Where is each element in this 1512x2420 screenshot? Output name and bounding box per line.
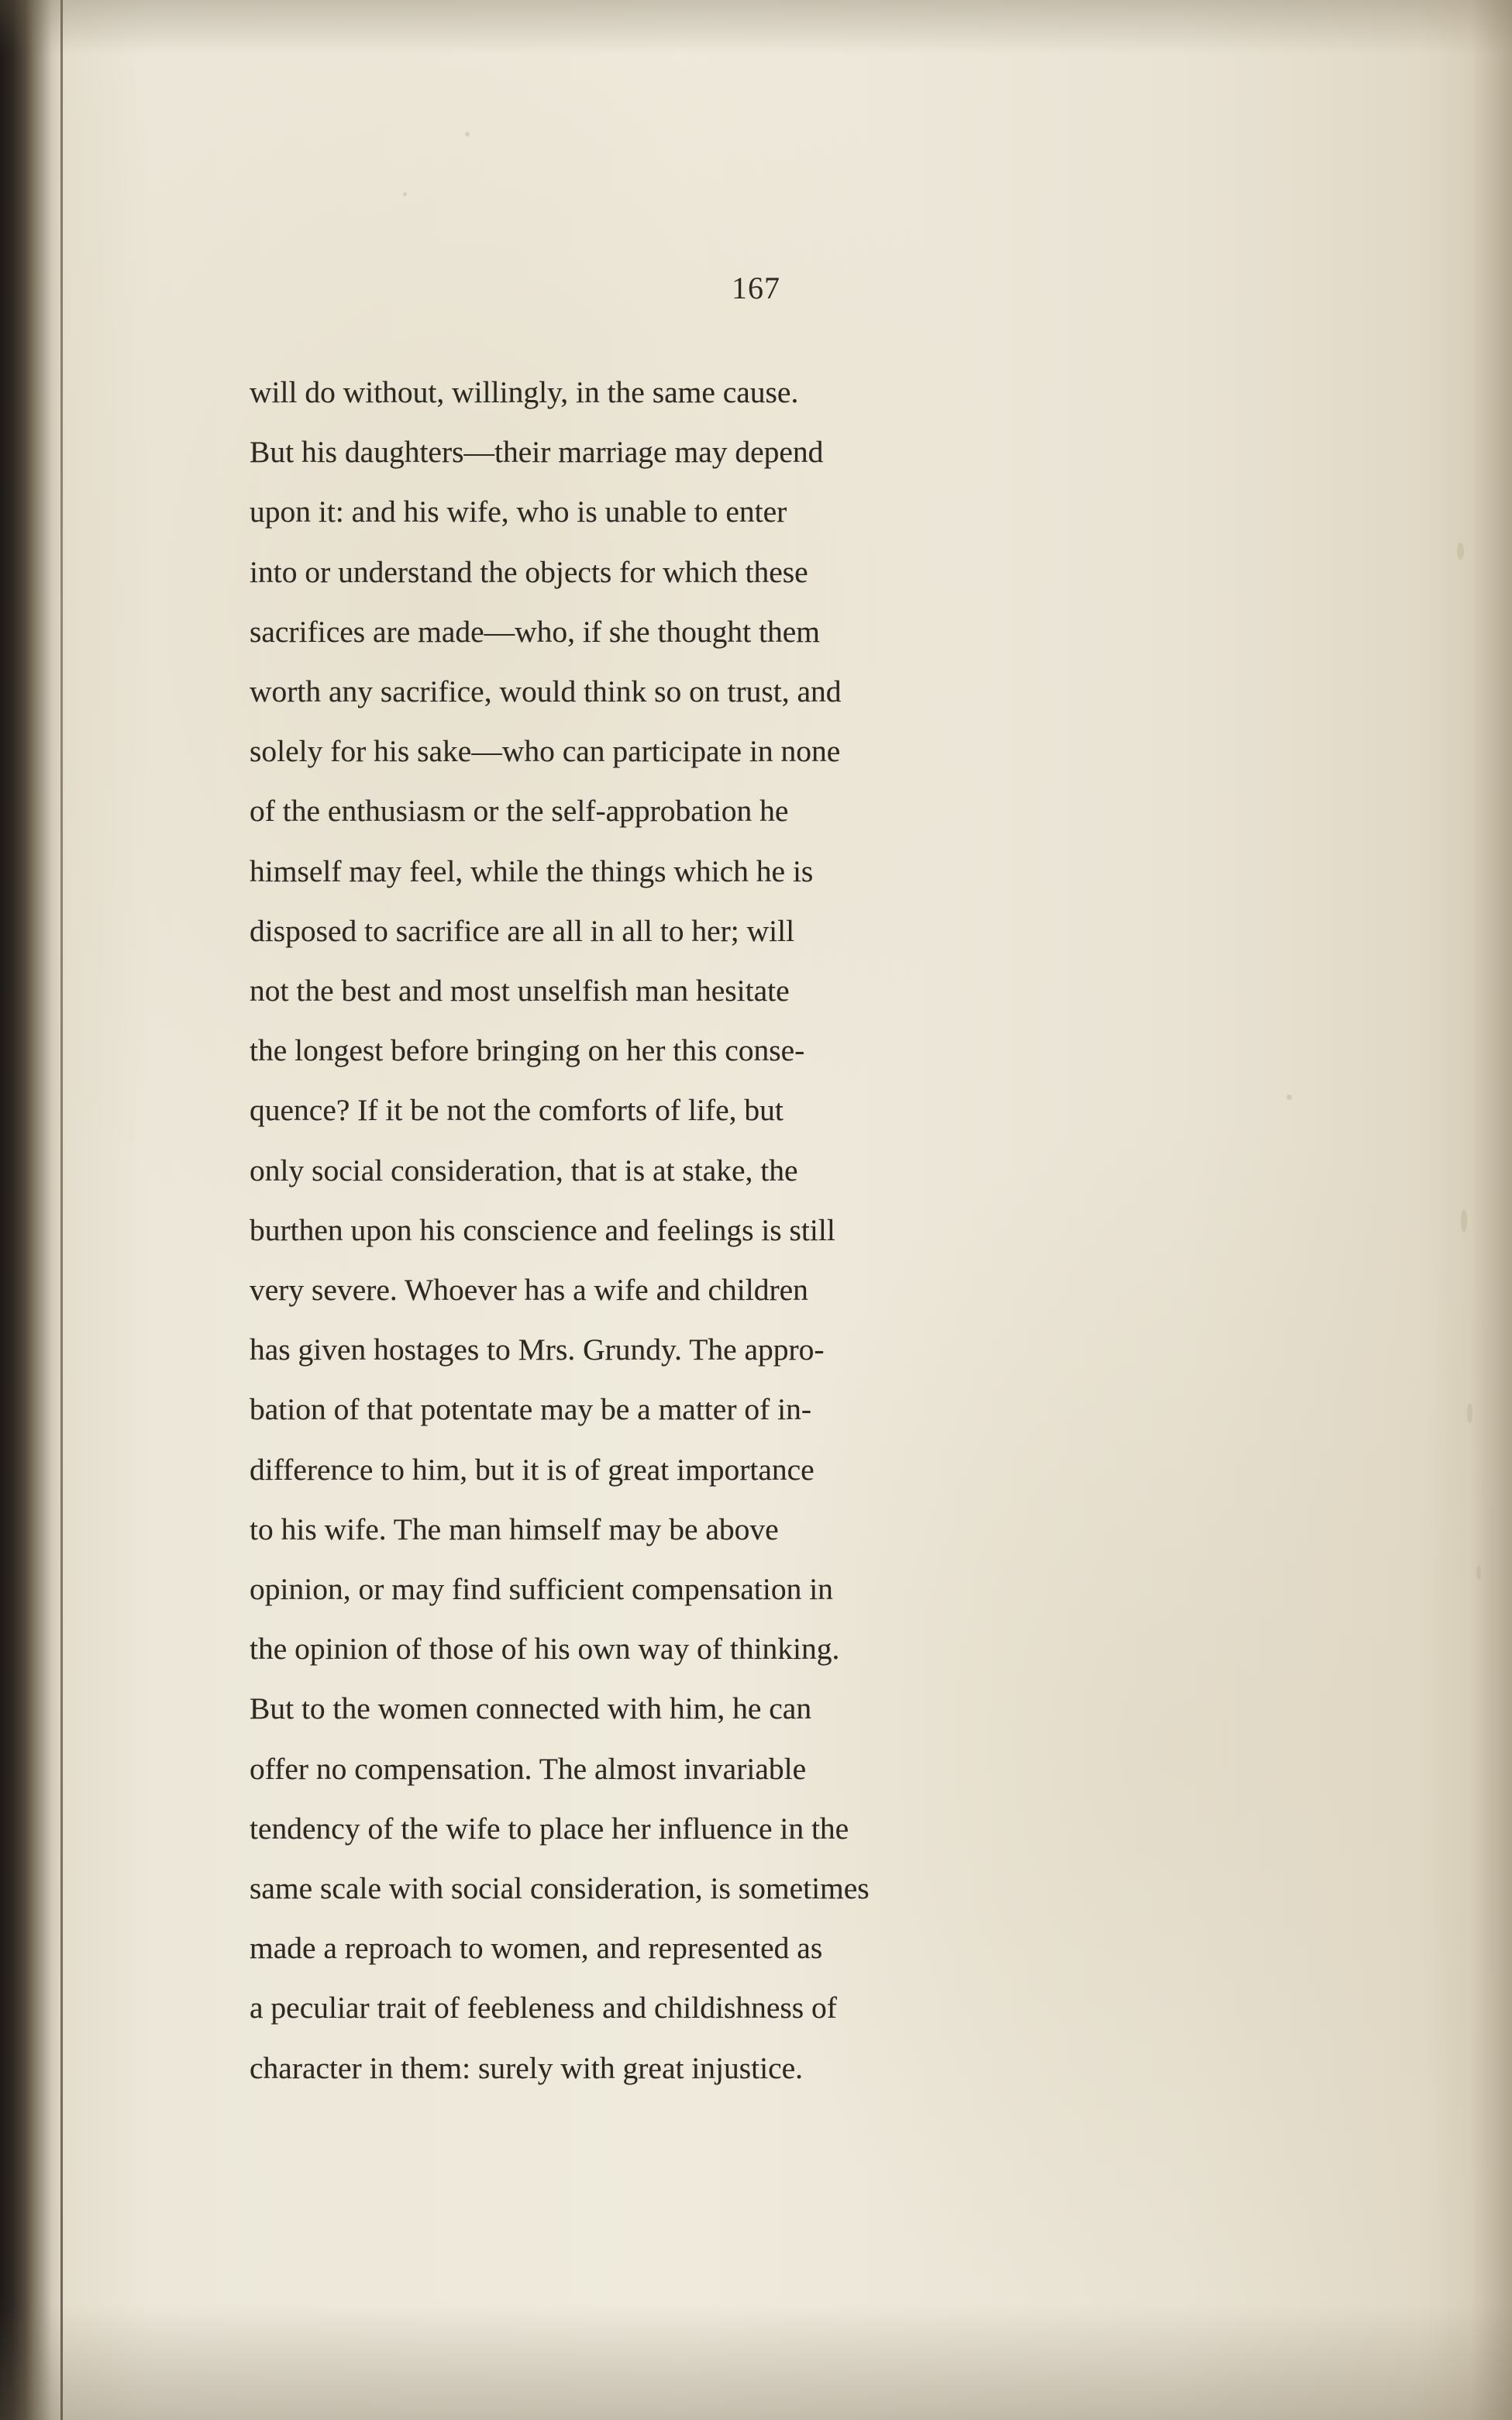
text-line: has given hostages to Mrs. Grundy. The appro-: [250, 1332, 825, 1367]
body-text: [250, 363, 1187, 2098]
text-line: the opinion of those of his own way of thinking.: [250, 1632, 840, 1667]
paper-speck: [1461, 1209, 1467, 1232]
text-line: very severe. Whoever has a wife and children: [250, 1273, 808, 1308]
text-line: not the best and most unselfish man hesitate: [250, 974, 790, 1008]
text-line: will do without, willingly, in the same cause.: [250, 375, 799, 409]
text-line: opinion, or may find sufficient compensation in: [250, 1572, 833, 1607]
book-binding-edge: [0, 0, 36, 2420]
text-line: only social consideration, that is at stake, the: [250, 1153, 798, 1188]
text-line: burthen upon his conscience and feelings is still: [250, 1212, 835, 1247]
page-number: 167: [732, 271, 780, 305]
text-line: of the enthusiasm or the self-approbation he: [250, 794, 789, 829]
text-line: difference to him, but it is of great importance: [250, 1452, 815, 1487]
text-line: character in them: surely with great injustice.: [250, 2050, 804, 2085]
page-bottom-shading: [0, 2304, 1512, 2420]
text-line: quence? If it be not the comforts of life, but: [250, 1093, 784, 1128]
gutter-rule: [60, 0, 63, 2420]
text-line: the longest before bringing on her this conse-: [250, 1033, 805, 1068]
text-line: But his daughters—their marriage may depend: [250, 435, 824, 470]
text-line: offer no compensation. The almost invariable: [250, 1751, 807, 1786]
text-line: tendency of the wife to place her influence in the: [250, 1811, 849, 1846]
text-line: upon it: and his wife, who is unable to enter: [250, 495, 787, 529]
paper-speck: [403, 192, 407, 196]
text-line: into or understand the objects for which these: [250, 554, 808, 589]
text-line: But to the women connected with him, he can: [250, 1691, 812, 1726]
paper-speck: [465, 132, 470, 136]
page-top-shading: [0, 0, 1512, 54]
text-line: sacrifices are made—who, if she thought them: [250, 614, 820, 649]
text-line: solely for his sake—who can participate in none: [250, 734, 841, 769]
paper-speck: [1286, 1095, 1292, 1100]
paper-speck: [1476, 1566, 1481, 1580]
text-line: made a reproach to women, and represented as: [250, 1931, 823, 1966]
text-line: a peculiar trait of feebleness and childishness of: [250, 1991, 837, 2025]
page-right-shading: [1419, 0, 1512, 2420]
text-line: to his wife. The man himself may be above: [250, 1512, 779, 1546]
paper-speck: [1457, 543, 1464, 560]
text-line: worth any sacrifice, would think so on trust, and: [250, 674, 842, 709]
paper-speck: [1467, 1403, 1472, 1423]
text-line: himself may feel, while the things which he is: [250, 853, 814, 888]
text-line: disposed to sacrifice are all in all to her; will: [250, 913, 795, 948]
text-line: bation of that potentate may be a matter of in-: [250, 1392, 812, 1427]
text-line: same scale with social consideration, is sometimes: [250, 1871, 870, 1906]
